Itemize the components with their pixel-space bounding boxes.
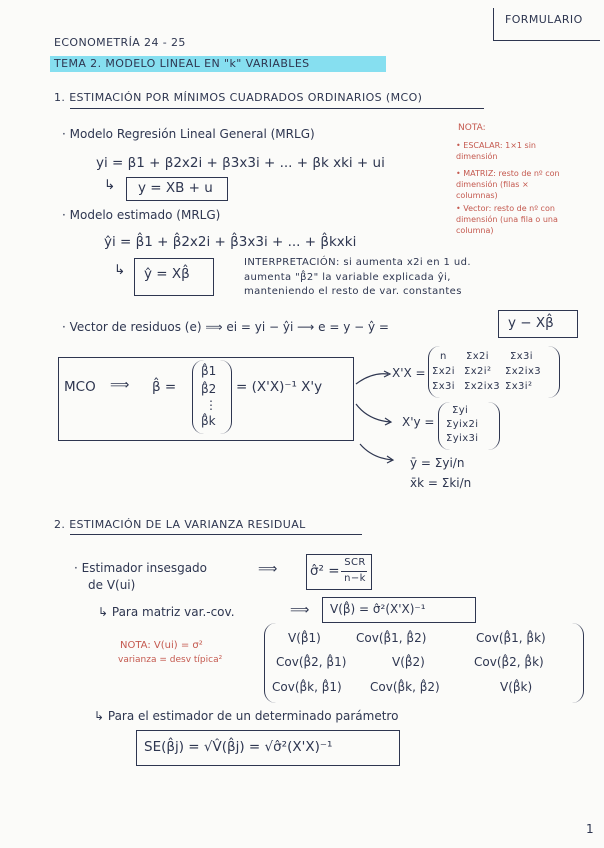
section2-underline xyxy=(70,534,362,535)
beta-hat-1: β̂1 xyxy=(201,364,217,378)
course-title: ECONOMETRÍA 24 - 25 xyxy=(54,36,186,49)
section1-underline xyxy=(70,108,484,109)
note2-line1: NOTA: V(ui) = σ² xyxy=(120,640,203,651)
unbiased-arrow: ⟹ xyxy=(258,561,278,577)
mco-label: MCO xyxy=(64,379,96,395)
varcov-r1c3: Cov(β̂1, β̂k) xyxy=(476,631,546,645)
xtx-r3c1: Σx3i xyxy=(432,381,455,392)
sigma-numerator: SCR xyxy=(344,557,366,568)
topic-title: TEMA 2. MODELO LINEAL EN "k" VARIABLES xyxy=(54,57,310,70)
varcov-r2c2: V(β̂2) xyxy=(392,655,425,669)
xtx-r3c3: Σx3i² xyxy=(505,381,533,392)
varcov-text: ↳ Para matriz var.-cov. xyxy=(98,605,235,619)
varcov-arrow: ⟹ xyxy=(290,602,310,618)
note-title: NOTA: xyxy=(458,123,486,133)
xty-r2: Σyix2i xyxy=(446,419,479,430)
sigma-denominator: n−k xyxy=(344,573,366,584)
xtx-r2c3: Σx2ix3 xyxy=(505,366,542,377)
varcov-r3c3: V(β̂k) xyxy=(500,680,533,694)
xty-r3: Σyix3i xyxy=(446,433,479,444)
xty-label: X'y = xyxy=(402,415,435,429)
varcov-r3c1: Cov(β̂k, β̂1) xyxy=(272,680,342,694)
varcov-r2c1: Cov(β̂2, β̂1) xyxy=(276,655,347,669)
note-vector: • Vector: resto de nº con dimensión (una fila o una columna) xyxy=(456,204,558,235)
section2-heading: 2. ESTIMACIÓN DE LA VARIANZA RESIDUAL xyxy=(54,518,306,531)
unbiased-line2: de V(ui) xyxy=(88,578,136,592)
sigma-fraction-bar xyxy=(341,571,367,572)
model-title: · Modelo Regresión Lineal General (MRLG) xyxy=(62,127,315,141)
xty-r1: Σyi xyxy=(452,405,469,416)
param-estimator-text: ↳ Para el estimador de un determinado parámetro xyxy=(94,709,399,723)
xtx-r2c2: Σx2i² xyxy=(464,366,492,377)
model-matrix-form: y = XB + u xyxy=(138,180,213,196)
estimated-model-title: · Modelo estimado (MRLG) xyxy=(62,208,221,222)
estimated-model-equation: ŷi = β̂1 + β̂2x2i + β̂3x3i + ... + β̂kxki xyxy=(104,234,357,250)
interpretation-line3: manteniendo el resto de var. constantes xyxy=(244,286,462,297)
varcov-r1c1: V(β̂1) xyxy=(288,631,321,645)
xtx-r1c1: n xyxy=(440,351,447,362)
note2-line2: varianza = desv típica² xyxy=(118,655,223,665)
interpretation-line1: INTERPRETACIÓN: si aumenta x2i en 1 ud. xyxy=(244,257,471,268)
y-mean: ȳ = Σyi/n xyxy=(410,456,465,470)
beta-hat-label: β̂ = xyxy=(152,379,177,395)
model-equation: yi = β1 + β2x2i + β3x3i + ... + βk xki + ui xyxy=(96,155,385,171)
mco-arrow: ⟹ xyxy=(110,377,130,393)
xtx-r1c3: Σx3i xyxy=(510,351,533,362)
varcov-r3c2: Cov(β̂k, β̂2) xyxy=(370,680,440,694)
unbiased-line1: · Estimador insesgado xyxy=(74,561,208,575)
beta-hat-dots: ⋮ xyxy=(205,398,217,412)
xtx-r3c2: Σx2ix3 xyxy=(464,381,501,392)
section1-heading: 1. ESTIMACIÓN POR MÍNIMOS CUADRADOS ORDINARIOS (MCO) xyxy=(54,91,423,104)
estimated-arrow: ↳ xyxy=(114,262,126,278)
model-arrow: ↳ xyxy=(104,177,116,193)
estimated-matrix-form: ŷ = Xβ̂ xyxy=(144,266,190,282)
sigma-lhs: σ̂² = xyxy=(310,563,340,579)
note-matrix: • MATRIZ: resto de nº con dimensión (filas × columnas) xyxy=(456,169,560,200)
interpretation-line2: aumenta "β̂2" la variable explicada ŷi, xyxy=(244,272,451,283)
xtx-r2c1: Σx2i xyxy=(432,366,455,377)
se-formula: SE(β̂j) = √V̂(β̂j) = √σ̂²(X'X)⁻¹ xyxy=(144,739,333,755)
formulario-tag: FORMULARIO xyxy=(505,13,583,26)
page-mark: 1 xyxy=(586,822,594,836)
varcov-formula: V(β̂) = σ̂²(X'X)⁻¹ xyxy=(330,602,426,616)
beta-hat-k: β̂k xyxy=(201,414,216,428)
varcov-r1c2: Cov(β̂1, β̂2) xyxy=(356,631,427,645)
xtx-r1c2: Σx2i xyxy=(466,351,489,362)
residual-vector-text: · Vector de residuos (e) ⟹ ei = yi − ŷi ⟶ e = y − ŷ = xyxy=(62,320,389,334)
beta-hat-2: β̂2 xyxy=(201,382,217,396)
x-mean: x̄k = Σki/n xyxy=(410,476,472,490)
note-scalar: • ESCALAR: 1×1 sin dimensión xyxy=(456,141,537,161)
residual-boxed-formula: y − Xβ̂ xyxy=(508,315,554,331)
mco-formula: = (X'X)⁻¹ X'y xyxy=(236,379,323,395)
varcov-r2c3: Cov(β̂2, β̂k) xyxy=(474,655,544,669)
xtx-label: X'X = xyxy=(392,366,426,380)
